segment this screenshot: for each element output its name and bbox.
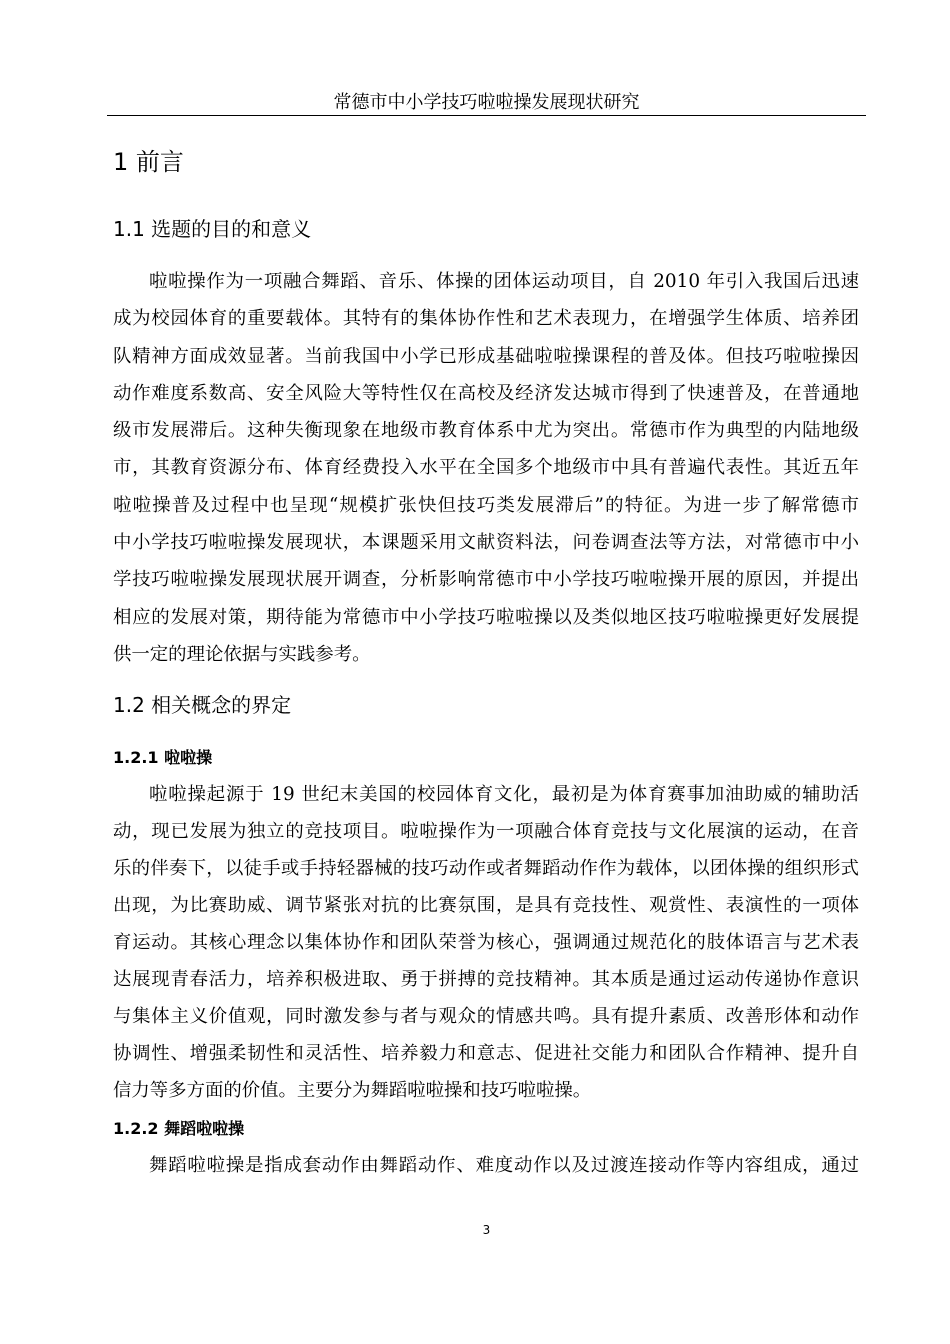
paragraph-line: 学技巧啦啦操发展现状展开调查，分析影响常德市中小学技巧啦啦操开展的原因，并提出 xyxy=(113,569,859,591)
paragraph-line: 协调性、增强柔韧性和灵活性、培养毅力和意志、促进社交能力和团队合作精神、提升自 xyxy=(113,1043,859,1064)
section-heading-1-2: 1.2 相关概念的界定 xyxy=(113,693,292,717)
header-rule xyxy=(107,115,866,116)
paragraph-line: 动，现已发展为独立的竞技项目。啦啦操作为一项融合体育竞技与文化展演的运动，在音 xyxy=(113,821,859,842)
paragraph-line: 中小学技巧啦啦操发展现状，本课题采用文献资料法，问卷调查法等方法，对常德市中小 xyxy=(113,532,859,554)
paragraph-line: 队精神方面成效显著。当前我国中小学已形成基础啦啦操课程的普及体。但技巧啦啦操因 xyxy=(113,345,859,367)
paragraph-line: 供一定的理论依据与实践参考。 xyxy=(113,643,371,665)
paragraph-line: 动作难度系数高、安全风险大等特性仅在高校及经济发达城市得到了快速普及，在普通地 xyxy=(113,382,859,404)
paragraph-line: 达展现青春活力，培养积极进取、勇于拼搏的竞技精神。其本质是通过运动传递协作意识 xyxy=(113,969,859,990)
paragraph-line: 出现，为比赛助威、调节紧张对抗的比赛氛围，是具有竞技性、观赏性、表演性的一项体 xyxy=(113,895,859,916)
paragraph-line: 乐的伴奏下，以徒手或手持轻器械的技巧动作或者舞蹈动作作为载体，以团体操的组织形式 xyxy=(113,858,859,879)
chapter-heading: 1 前言 xyxy=(113,148,184,176)
paragraph-line: 育运动。其核心理念以集体协作和团队荣誉为核心，强调通过规范化的肢体语言与艺术表 xyxy=(113,932,859,953)
paragraph-line: 啦啦操普及过程中也呈现“规模扩张快但技巧类发展滞后”的特征。为进一步了解常德市 xyxy=(113,494,859,516)
paragraph-line: 市，其教育资源分布、体育经费投入水平在全国多个地级市中具有普遍代表性。其近五年 xyxy=(113,457,859,479)
page-number: 3 xyxy=(482,1223,491,1237)
paragraph-line: 啦啦操作为一项融合舞蹈、音乐、体操的团体运动项目，自 2010 年引入我国后迅速 xyxy=(149,271,859,292)
paragraph-line: 与集体主义价值观，同时激发参与者与观众的情感共鸣。具有提升素质、改善形体和动作 xyxy=(113,1006,859,1027)
paragraph-1-1 xyxy=(113,263,859,673)
paragraph-line: 成为校园体育的重要载体。其特有的集体协作性和艺术表现力，在增强学生体质、培养团 xyxy=(113,308,859,330)
paragraph-1-2-2 xyxy=(113,1147,859,1184)
paragraph-line: 啦啦操起源于 19 世纪末美国的校园体育文化，最初是为体育赛事加油助威的辅助活 xyxy=(149,784,859,805)
paragraph-line: 舞蹈啦啦操是指成套动作由舞蹈动作、难度动作以及过渡连接动作等内容组成，通过 xyxy=(149,1155,859,1176)
section-heading-1-1: 1.1 选题的目的和意义 xyxy=(113,217,312,241)
paragraph-line: 相应的发展对策，期待能为常德市中小学技巧啦啦操以及类似地区技巧啦啦操更好发展提 xyxy=(113,606,859,628)
paragraph-1-2-1 xyxy=(113,776,859,1109)
paragraph-line: 信力等多方面的价值。主要分为舞蹈啦啦操和技巧啦啦操。 xyxy=(113,1080,592,1101)
subsection-heading-1-2-1: 1.2.1 啦啦操 xyxy=(113,748,213,767)
subsection-heading-1-2-2: 1.2.2 舞蹈啦啦操 xyxy=(113,1119,245,1138)
running-header-title: 常德市中小学技巧啦啦操发展现状研究 xyxy=(333,92,640,113)
paragraph-line: 级市发展滞后。这种失衡现象在地级市教育体系中尤为突出。常德市作为典型的内陆地级 xyxy=(113,420,859,442)
